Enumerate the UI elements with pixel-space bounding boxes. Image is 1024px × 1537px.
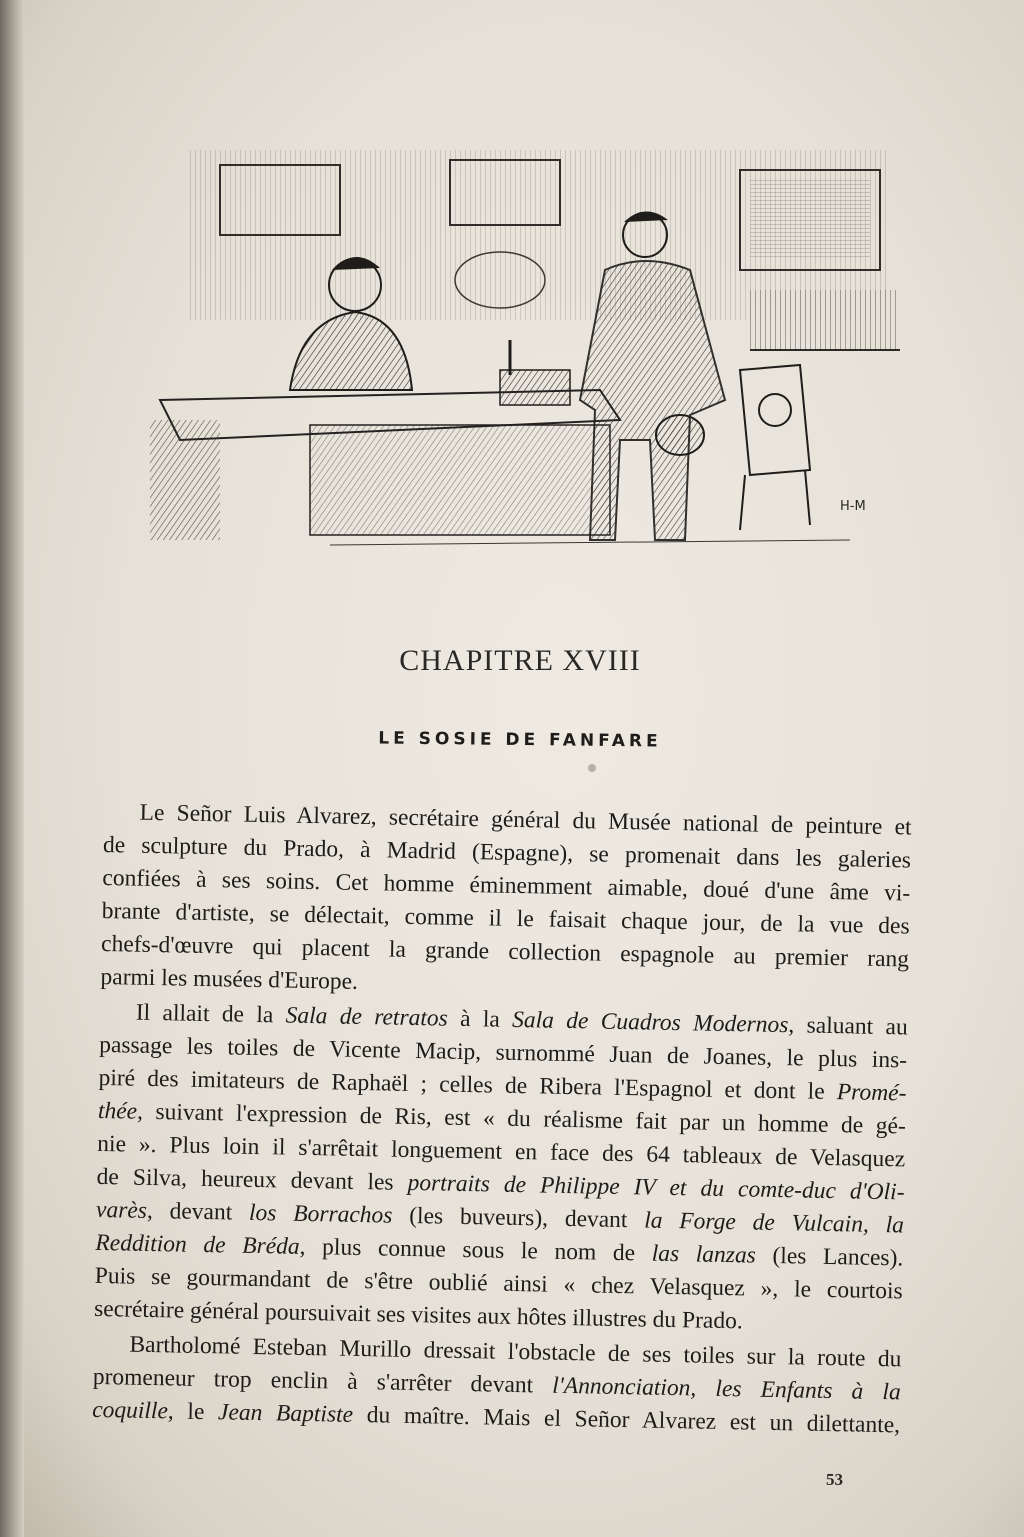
italic-text: portraits de Philippe IV et du comte-duc d'Oli-	[407, 1169, 905, 1206]
body-text	[92, 796, 912, 1442]
text-segment: du maître. Mais el Señor Alvarez est un dilettante,	[352, 1401, 901, 1439]
ornament-dot	[588, 764, 596, 772]
illustrator-signature: H-M	[840, 499, 866, 514]
text-segment: à la	[447, 1005, 513, 1033]
text-segment: piré des imitateurs de Raphaël ; celles de Ribera l'Espagnol et dont le	[98, 1064, 838, 1106]
text-segment: confiées à ses soins. Cet homme éminemment aimable, doué d'une âme vi-	[102, 864, 911, 907]
italic-text: thée	[97, 1097, 138, 1125]
text-segment: , saluant au	[788, 1012, 908, 1041]
italic-text: Reddition de Bréda	[95, 1229, 300, 1260]
text-segment: , devant	[146, 1197, 250, 1226]
text-segment: nie ». Plus loin il s'arrêtait longuement en face des 64 tableaux de Velasquez	[97, 1130, 906, 1173]
text-segment: , le	[167, 1398, 219, 1426]
italic-text: varès	[95, 1196, 148, 1224]
italic-text: los Borrachos	[248, 1199, 393, 1229]
text-segment: passage les toiles de Vicente Macip, surnommé Juan de Joanes, le plus ins-	[98, 1031, 908, 1074]
page-gutter-shadow	[0, 0, 24, 1537]
chapter-title: CHAPITRE XVIII	[399, 644, 641, 677]
italic-text: Sala de retratos	[285, 1002, 449, 1032]
text-segment: chefs-d'œuvre qui placent la grande collection espagnole au premier rang	[100, 930, 910, 973]
italic-text: la Forge de Vulcain, la	[643, 1207, 905, 1239]
italic-text: l'Annonciation, les Enfants à la	[552, 1372, 901, 1406]
text-segment: brante d'artiste, se délectait, comme il le faisait chaque jour, de la vue des	[101, 897, 910, 940]
text-segment: , plus connue sous le nom de	[299, 1233, 652, 1267]
italic-text: Jean Baptiste	[217, 1399, 354, 1428]
text-segment: Puis se gourmandant de s'être oublié ainsi « chez Velasquez », le courtois	[94, 1262, 903, 1305]
text-segment: promeneur trop enclin à s'arrêter devant	[92, 1363, 553, 1399]
chapter-subtitle: LE SOSIE DE FANFARE	[378, 728, 662, 752]
text-segment: de Silva, heureux devant les	[96, 1163, 408, 1196]
text-segment: Le Señor Luis Alvarez, secrétaire général du Musée national de peinture et	[139, 799, 912, 841]
text-segment: (les buveurs), devant	[392, 1202, 645, 1234]
text-segment: parmi les musées d'Europe.	[100, 963, 359, 995]
italic-text: coquille	[91, 1396, 169, 1425]
text-segment: (les Lances).	[755, 1242, 904, 1272]
page-number: 53	[826, 1470, 843, 1489]
text-segment: , suivant l'expression de Ris, est « du réalisme fait par un homme de gé-	[136, 1098, 907, 1140]
engraving-illustration	[150, 140, 910, 560]
text-segment: Il allait de la	[135, 999, 286, 1029]
text-segment: secrétaire général poursuivait ses visites aux hôtes illustres du Prado.	[93, 1295, 743, 1335]
italic-text: las lanzas	[651, 1240, 757, 1269]
italic-text: Sala de Cuadros Modernos	[511, 1006, 789, 1039]
text-segment: de sculpture du Prado, à Madrid (Espagne), se promenait dans les galeries	[102, 831, 912, 874]
italic-text: Promé-	[836, 1079, 907, 1107]
text-segment: Bartholomé Esteban Murillo dressait l'obstacle de ses toiles sur la route du	[129, 1331, 902, 1373]
